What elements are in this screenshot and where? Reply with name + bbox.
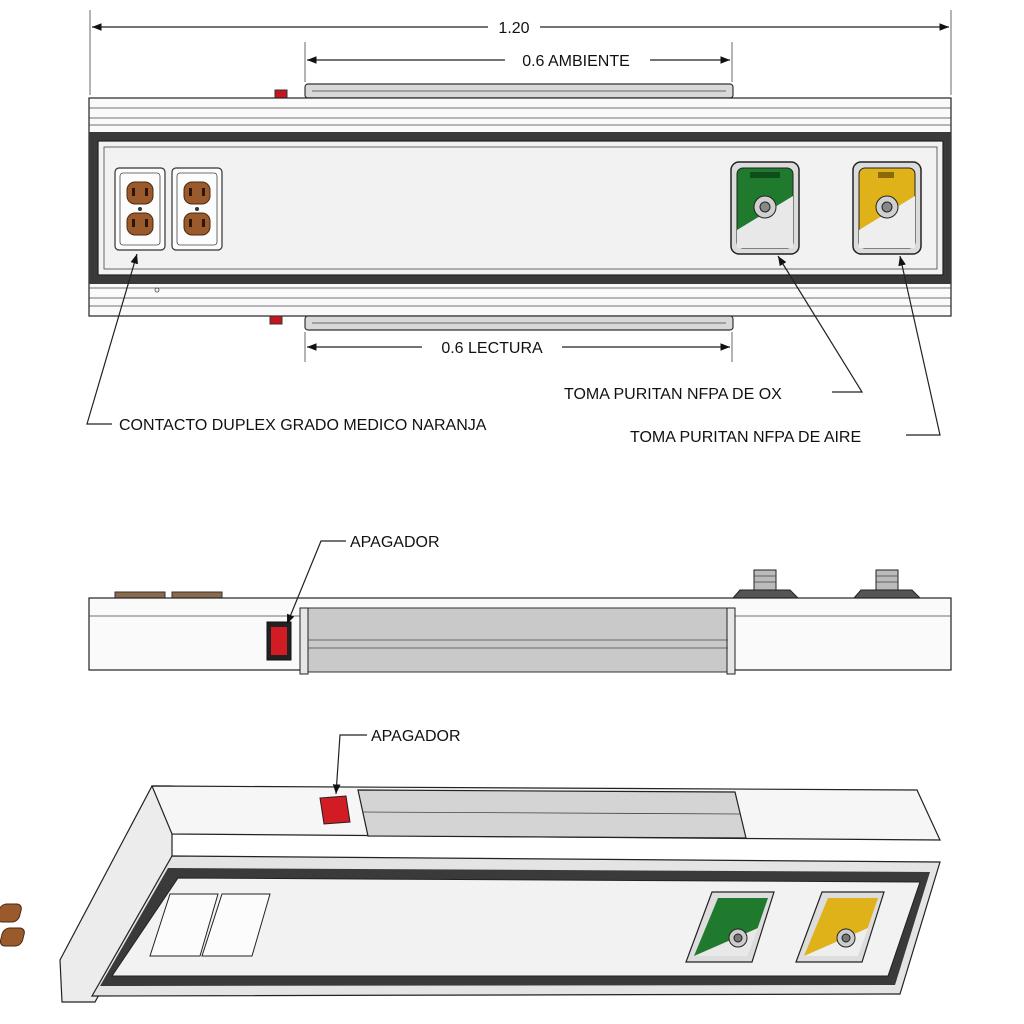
ox-port-side — [733, 570, 798, 598]
front-panel — [98, 141, 943, 275]
top-view — [87, 10, 951, 446]
dimension-reading-label: 0.6 LECTURA — [441, 340, 543, 357]
dimension-total — [90, 10, 951, 95]
duplex-outlet-2 — [172, 168, 222, 250]
oxygen-port — [731, 162, 799, 254]
callout-switch-iso — [336, 728, 461, 794]
dimension-ambient — [305, 42, 732, 82]
switch-iso — [320, 796, 350, 824]
dimension-reading — [305, 332, 732, 362]
callout-switch-iso-label: APAGADOR — [371, 728, 461, 745]
front-view — [89, 534, 951, 674]
dimension-ambient-label: 0.6 AMBIENTE — [522, 53, 630, 70]
callout-ox-label: TOMA PURITAN NFPA DE OX — [564, 386, 782, 403]
dimension-total-label: 1.20 — [498, 20, 530, 37]
duplex-outlet-1 — [115, 168, 165, 250]
callout-switch-front-label: APAGADOR — [350, 534, 440, 551]
isometric-view — [0, 728, 940, 1002]
switch-bottom — [270, 316, 282, 324]
callout-air-label: TOMA PURITAN NFPA DE AIRE — [630, 429, 862, 446]
air-port-side — [854, 570, 920, 598]
callout-outlet-label: CONTACTO DUPLEX GRADO MEDICO NARANJA — [119, 417, 487, 434]
switch-front — [267, 622, 291, 660]
air-port — [853, 162, 921, 254]
switch-top — [275, 90, 287, 98]
